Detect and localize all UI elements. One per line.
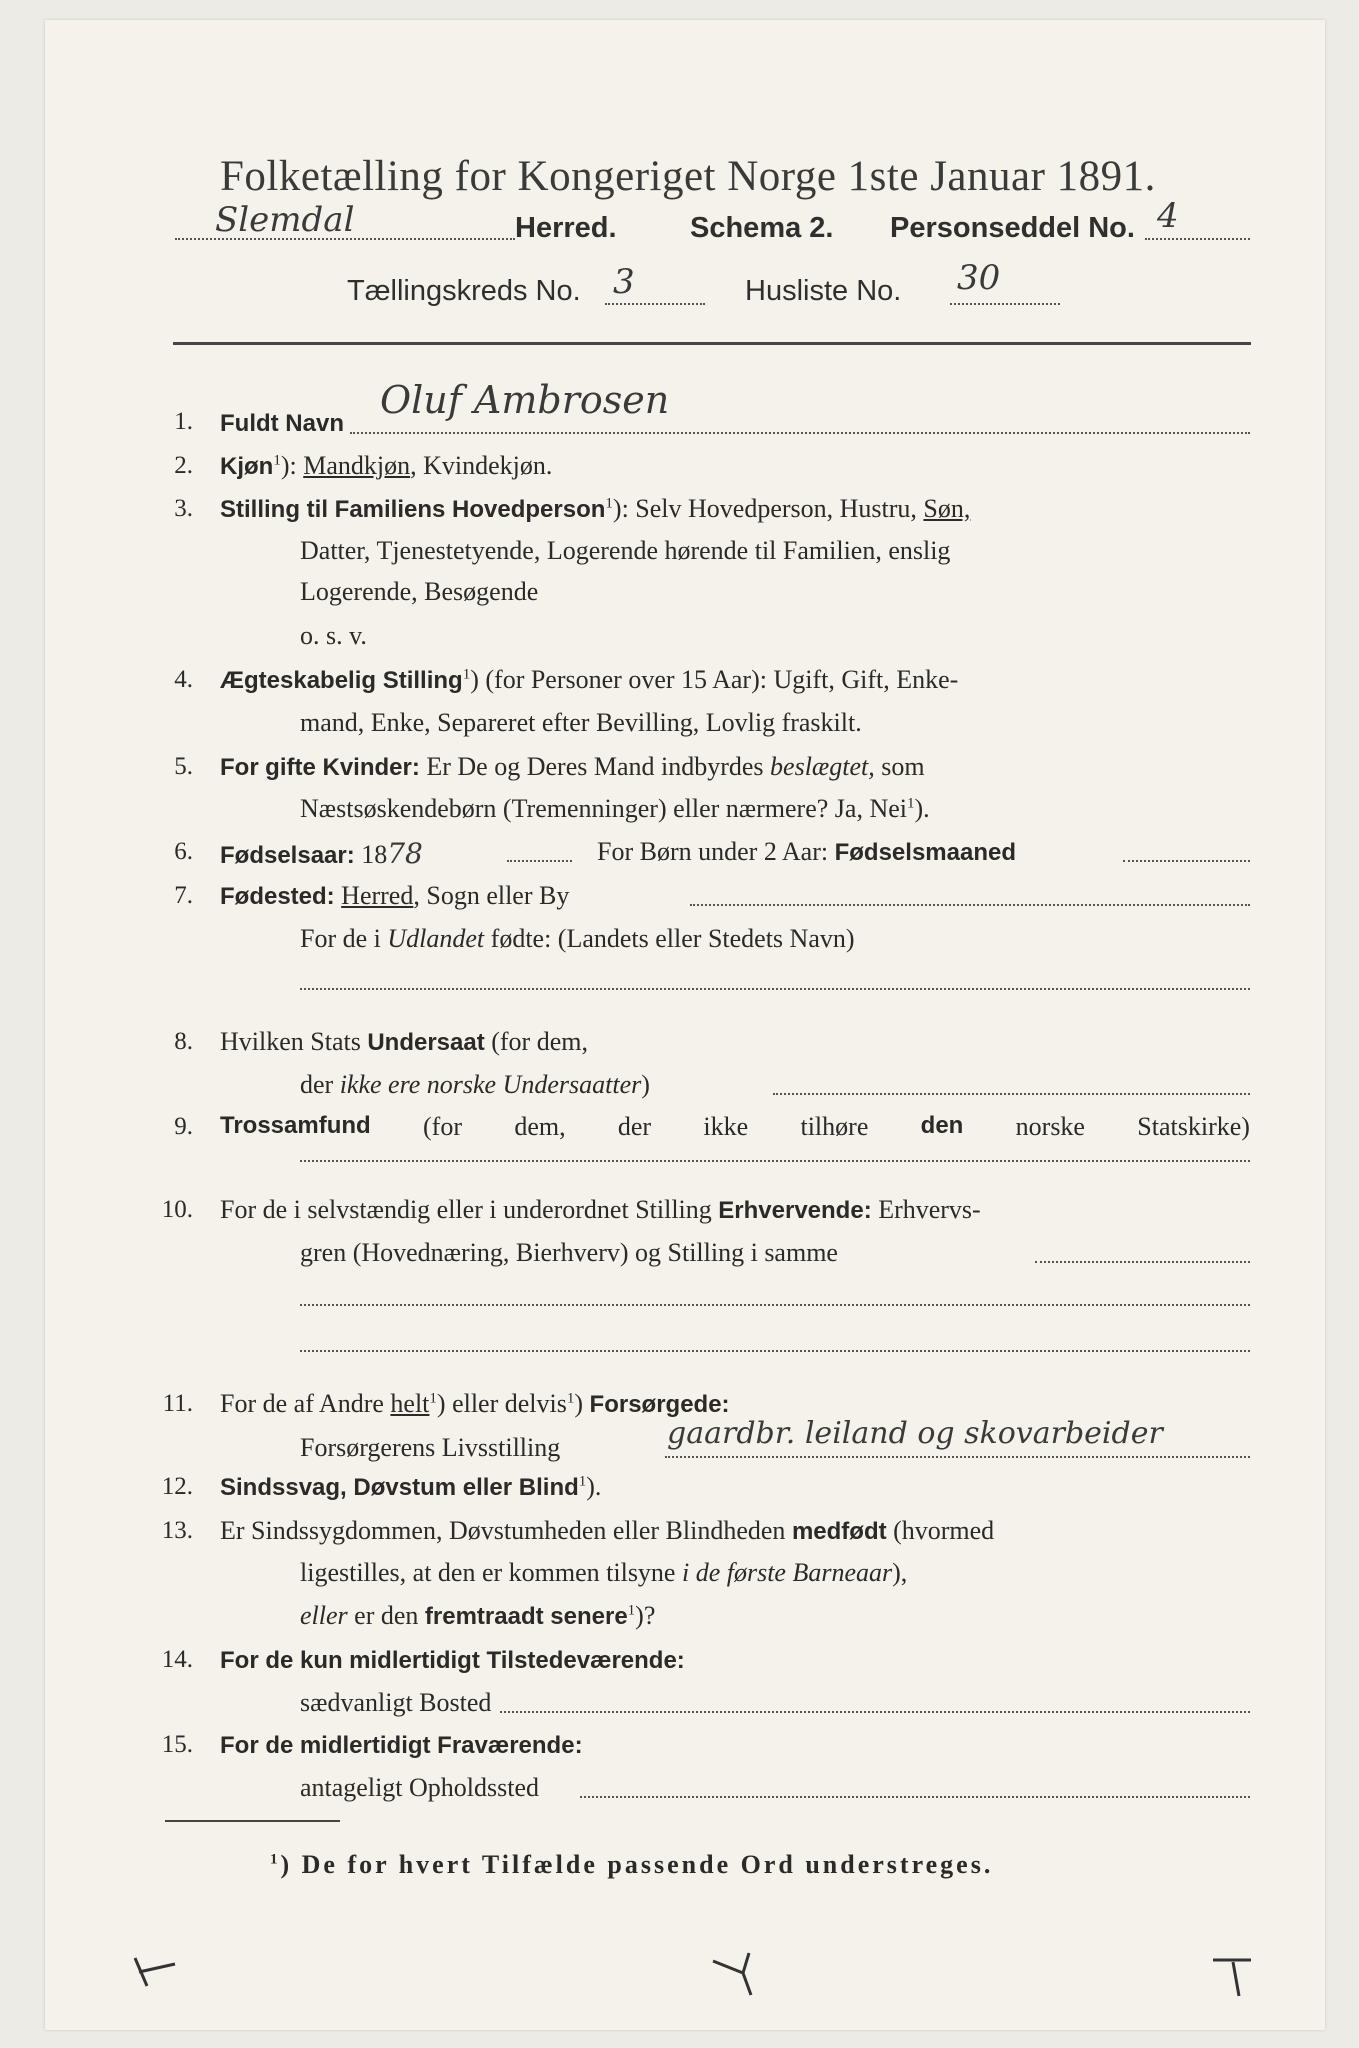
footnote-ref: 1 — [578, 1473, 587, 1490]
kjon-text: ): — [280, 451, 297, 480]
gifte-line1 — [220, 752, 925, 782]
footnote-ref: 1 — [429, 1390, 437, 1407]
fravaerende-text-a: For de — [220, 1732, 294, 1759]
aegteskab-options: ) (for Personer over 15 Aar): Ugift, Gift, Enke- — [470, 665, 959, 694]
undersaat-line2-b: ) — [641, 1070, 650, 1099]
kjon-option-kvindekjon[interactable]: , Kvindekjøn. — [410, 451, 553, 480]
undersaat-line2-a: der — [300, 1070, 334, 1099]
footnote-marker: 1 — [270, 1851, 281, 1868]
registration-mark-left — [125, 1950, 185, 2000]
personseddel-no-value[interactable]: 4 — [1157, 196, 1179, 236]
husliste-dotted-line — [950, 303, 1060, 305]
stilling-line1 — [220, 494, 1250, 524]
item-number: 3. — [174, 495, 193, 522]
trossamfund-word: (for — [423, 1112, 462, 1141]
fodselsmaaned-label: Fødselsmaaned — [834, 839, 1016, 866]
footnote-rule — [165, 1820, 340, 1822]
trossamfund-word: norske — [1015, 1112, 1085, 1141]
kjon-label: Kjøn — [220, 453, 274, 480]
medfodt-line3 — [300, 1601, 655, 1631]
bosted-dotted-line — [500, 1711, 1250, 1713]
opholdssted-dotted-line — [580, 1796, 1250, 1798]
udlandet-line — [300, 924, 855, 954]
stilling-line4: o. s. v. — [300, 621, 367, 650]
fravaerende-line1 — [220, 1730, 583, 1760]
trossamfund-word: tilhøre — [800, 1112, 869, 1141]
footnote-text: ) De for hvert Tilfælde passende Ord understreges. — [280, 1850, 994, 1879]
kreds-label: Tællingskreds No. — [347, 275, 581, 307]
undersaat-line1 — [220, 1027, 588, 1057]
form-title: Folketælling for Kongeriget Norge 1ste Januar 1891. — [220, 153, 1156, 200]
undersaat-dotted-line — [773, 1093, 1250, 1095]
bosted-label: sædvanligt Bosted — [300, 1688, 492, 1717]
item-number: 10. — [161, 1196, 193, 1223]
fuldt-navn-label: Fuldt Navn — [220, 410, 344, 437]
item-number: 14. — [161, 1646, 193, 1673]
item-number: 15. — [161, 1731, 193, 1758]
fodselsmaaned-line — [597, 837, 1016, 867]
footnote-ref: 1 — [907, 795, 915, 812]
registration-mark-center — [705, 1945, 765, 2000]
fodselsaar-dotted-line — [507, 860, 572, 862]
kjon-line — [220, 451, 552, 481]
sindssvag-end: ). — [586, 1472, 602, 1501]
trossamfund-dotted-line — [300, 1160, 1250, 1162]
item-number: 8. — [174, 1028, 193, 1055]
stilling-line3: Logerende, Besøgende — [300, 577, 539, 606]
gifte-pre: For — [220, 754, 259, 781]
item-number: 2. — [174, 452, 193, 479]
footnote-ref: 1 — [566, 1390, 575, 1407]
medfodt-text-a: Er Sindssygdommen, Døvstumheden eller Blindheden — [220, 1516, 786, 1545]
erhverv-dotted-line-2 — [300, 1304, 1250, 1306]
trossamfund-word: Statskirke) — [1137, 1112, 1250, 1141]
husliste-label: Husliste No. — [745, 275, 902, 307]
tilstedevaerende-line1 — [220, 1645, 685, 1675]
forsorgede-label: Forsørgede: — [589, 1391, 730, 1418]
stilling-label: Stilling til Familiens Hovedperson — [220, 496, 606, 523]
forsorgede-line1 — [220, 1389, 730, 1419]
trossamfund-word: dem, — [514, 1112, 566, 1141]
husliste-no-value[interactable]: 30 — [957, 258, 1001, 298]
schema-label: Schema 2. — [690, 212, 834, 244]
tilstedevaerende-text-a: For de kun — [220, 1647, 343, 1674]
undersaat-text-a: Hvilken Stats — [220, 1027, 361, 1056]
forsorgede-text-b: ) eller delvis — [436, 1389, 567, 1418]
gifte-text: Er De og Deres Mand indbyrdes — [426, 752, 764, 781]
item-number: 6. — [174, 838, 193, 865]
fuldt-navn-value[interactable]: Oluf Ambrosen — [380, 378, 670, 422]
fuldt-navn-line — [350, 432, 1250, 434]
item-number: 9. — [174, 1113, 193, 1140]
forsorgede-option-helt[interactable]: helt — [390, 1389, 430, 1418]
gifte-line2-text: Næstsøskendebørn (Tremenninger) eller nærmere? Ja, Nei — [300, 794, 907, 823]
aegteskab-line2: mand, Enke, Separeret efter Bevilling, Lovlig fraskilt. — [300, 708, 862, 737]
fodselsaar-prefix: 18 — [361, 840, 388, 869]
forsorgede-text-c: ) — [574, 1389, 584, 1418]
sindssvag-label: Sindssvag, Døvstum eller Blind — [220, 1474, 579, 1501]
undersaat-text-b: (for dem, — [491, 1027, 588, 1056]
kreds-no-value[interactable]: 3 — [613, 262, 635, 302]
item-number: 4. — [174, 666, 193, 693]
aegteskab-label: Ægteskabelig Stilling — [220, 667, 463, 694]
stilling-option-son[interactable]: Søn, — [923, 494, 971, 523]
header-rule — [173, 342, 1251, 345]
item-number: 5. — [174, 753, 193, 780]
forsorgede-text-a: For de af Andre — [220, 1389, 384, 1418]
medfodt-label: medfødt — [791, 1518, 887, 1545]
trossamfund-word: der — [617, 1112, 652, 1141]
senere-label: fremtraadt senere — [424, 1603, 628, 1630]
medfodt-line3-b: )? — [635, 1601, 656, 1630]
fodested-label: Fødested: — [220, 883, 335, 910]
item-number: 11. — [162, 1390, 193, 1417]
udlandet-text-a: For de i — [300, 924, 381, 953]
fodested-option-herred[interactable]: Herred — [341, 881, 414, 910]
item-number: 12. — [161, 1473, 193, 1500]
medfodt-line3-a: er den — [354, 1601, 419, 1630]
medfodt-line3-italic: eller — [300, 1601, 348, 1630]
trossamfund-label: Trossamfund — [220, 1112, 371, 1139]
stilling-line2: Datter, Tjenestetyende, Logerende hørende til Familien, enslig — [300, 536, 951, 565]
kreds-dotted-line — [605, 303, 705, 305]
fravaerende-label: midlertidigt Fraværende: — [299, 1732, 583, 1759]
footnote-ref: 1 — [273, 452, 281, 469]
footnote-ref: 1 — [462, 666, 471, 683]
fodselsmaaned-dotted-line — [1123, 860, 1250, 862]
personseddel-label: Personseddel No. — [890, 212, 1135, 244]
erhverv-line1 — [220, 1195, 981, 1225]
undersaat-label: Undersaat — [367, 1029, 485, 1056]
herred-name-value[interactable]: Slemdal — [215, 200, 355, 240]
medfodt-line2 — [300, 1558, 907, 1588]
item-number: 7. — [174, 882, 193, 909]
fodselsmaaned-text: For Børn under 2 Aar: — [597, 837, 829, 866]
fodested-dotted-line — [690, 904, 1250, 906]
tilstedevaerende-label: midlertidigt Tilstedeværende: — [349, 1647, 685, 1674]
erhverv-label: Erhvervende: — [718, 1197, 872, 1224]
gifte-end: som — [881, 752, 925, 781]
gifte-italic: beslægtet, — [770, 752, 875, 781]
item-number: 13. — [161, 1517, 193, 1544]
footnote-ref: 1 — [627, 1602, 636, 1619]
medfodt-line1 — [220, 1516, 994, 1546]
trossamfund-line — [220, 1112, 1250, 1142]
erhverv-dotted-line-1 — [1035, 1261, 1250, 1263]
personseddel-dotted-line — [1145, 238, 1250, 240]
fodselsaar-label: Fødselsaar: — [220, 842, 355, 869]
gifte-line2-end: ). — [914, 794, 930, 823]
stilling-options: ): Selv Hovedperson, Hustru, — [612, 494, 917, 523]
udlandet-italic: Udlandet — [387, 924, 485, 953]
udlandet-dotted-line — [300, 988, 1250, 990]
fodselsaar-value[interactable]: 78 — [387, 837, 423, 870]
kjon-option-mandkjon[interactable]: Mandkjøn — [303, 451, 411, 480]
undersaat-line2-italic: ikke ere norske Undersaatter — [339, 1070, 642, 1099]
aegteskab-line1 — [220, 665, 958, 695]
herred-label: Herred. — [515, 212, 617, 244]
livsstilling-dotted-line — [665, 1456, 1250, 1458]
sindssvag-line — [220, 1472, 601, 1502]
registration-mark-right — [1205, 1950, 1265, 2005]
medfodt-line2-b: ), — [892, 1558, 908, 1587]
livsstilling-label: Forsørgerens Livsstilling — [300, 1433, 561, 1462]
erhverv-text-b: Erhvervs- — [878, 1195, 981, 1224]
fodselsaar-line — [220, 837, 423, 870]
opholdssted-label: antageligt Opholdssted — [300, 1773, 540, 1802]
erhverv-dotted-line-3 — [300, 1350, 1250, 1352]
item-number: 1. — [174, 408, 193, 435]
footnote — [270, 1850, 993, 1880]
gifte-label: gifte Kvinder: — [265, 754, 420, 781]
undersaat-line2 — [300, 1070, 650, 1100]
medfodt-line2-italic: i de første Barneaar — [681, 1558, 893, 1587]
trossamfund-word: ikke — [703, 1112, 749, 1141]
footnote-ref: 1 — [605, 495, 613, 512]
medfodt-text-b: (hvormed — [893, 1516, 995, 1545]
trossamfund-word: den — [920, 1112, 964, 1139]
erhverv-line2: gren (Hovednæring, Bierhverv) og Stilling i samme — [300, 1238, 838, 1267]
fodested-line — [220, 881, 569, 911]
udlandet-text-b: fødte: (Landets eller Stedets Navn) — [490, 924, 855, 953]
census-form — [45, 20, 1325, 2030]
gifte-line2 — [300, 794, 930, 824]
livsstilling-value[interactable]: gaardbr. leiland og skovarbeider — [667, 1416, 1163, 1451]
fodested-options: , Sogn eller By — [413, 881, 570, 910]
medfodt-line2-a: ligestilles, at den er kommen tilsyne — [300, 1558, 676, 1587]
erhverv-text-a: For de i selvstændig eller i underordnet Stilling — [220, 1195, 712, 1224]
